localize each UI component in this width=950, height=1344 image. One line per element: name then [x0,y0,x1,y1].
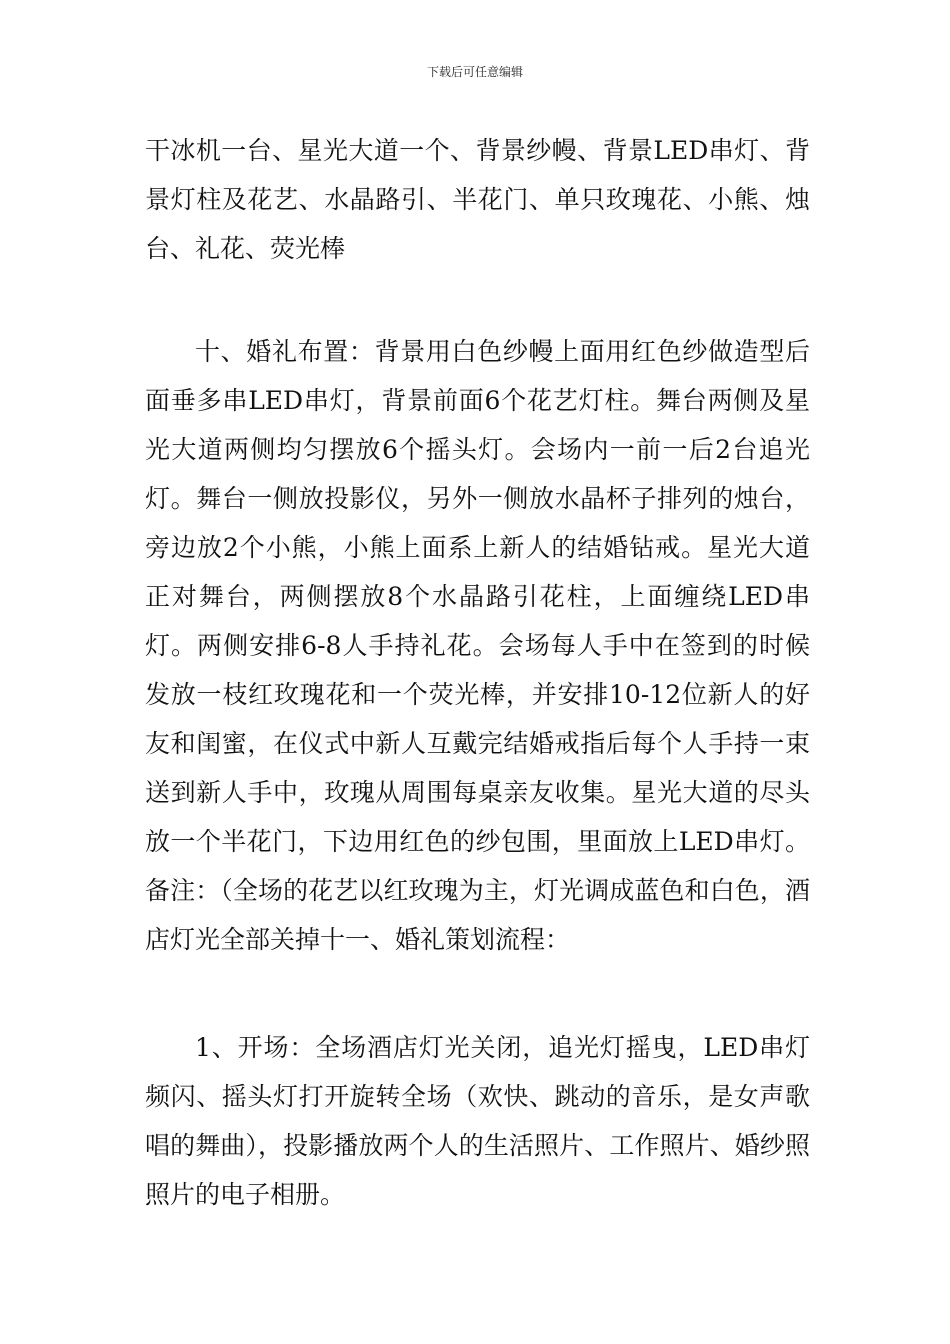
paragraph-wedding-setup: 十、婚礼布置：背景用白色纱幔上面用红色纱做造型后面垂多串LED串灯，背景前面6个花艺灯柱。舞台两侧及星光大道两侧均匀摆放6个摇头灯。会场内一前一后2台追光灯。舞台一侧放投影仪，另外一侧放水晶杯子排列的烛台，旁边放2个小熊，小熊上面系上新人的结婚钻戒。星光大道正对舞台，两侧摆放8个水晶路引花柱，上面缠绕LED串灯。两侧安排6-8人手持礼花。会场每人手中在签到的时候发放一枝红玫瑰花和一个荧光棒，并安排10-12位新人的好友和闺蜜，在仪式中新人互戴完结婚戒指后每个人手持一束送到新人手中，玫瑰从周围每桌亲友收集。星光大道的尽头放一个半花门，下边用红色的纱包围，里面放上LED串灯。备注：（全场的花艺以红玫瑰为主，灯光调成蓝色和白色，酒店灯光全部关掉十一、婚礼策划流程： [145,337,810,954]
paragraph-equipment-list: 干冰机一台、星光大道一个、背景纱幔、背景LED串灯、背景灯柱及花艺、水晶路引、半花门、单只玫瑰花、小熊、烛台、礼花、荧光棒 [145,136,810,263]
page-header: 下载后可任意编辑 [426,65,523,79]
paragraph-opening: 1、开场：全场酒店灯光关闭，追光灯摇曳，LED串灯频闪、摇头灯打开旋转全场（欢快、跳动的音乐，是女声歌唱的舞曲），投影播放两个人的生活照片、工作照片、婚纱照照片的电子相册。 [145,1033,810,1209]
